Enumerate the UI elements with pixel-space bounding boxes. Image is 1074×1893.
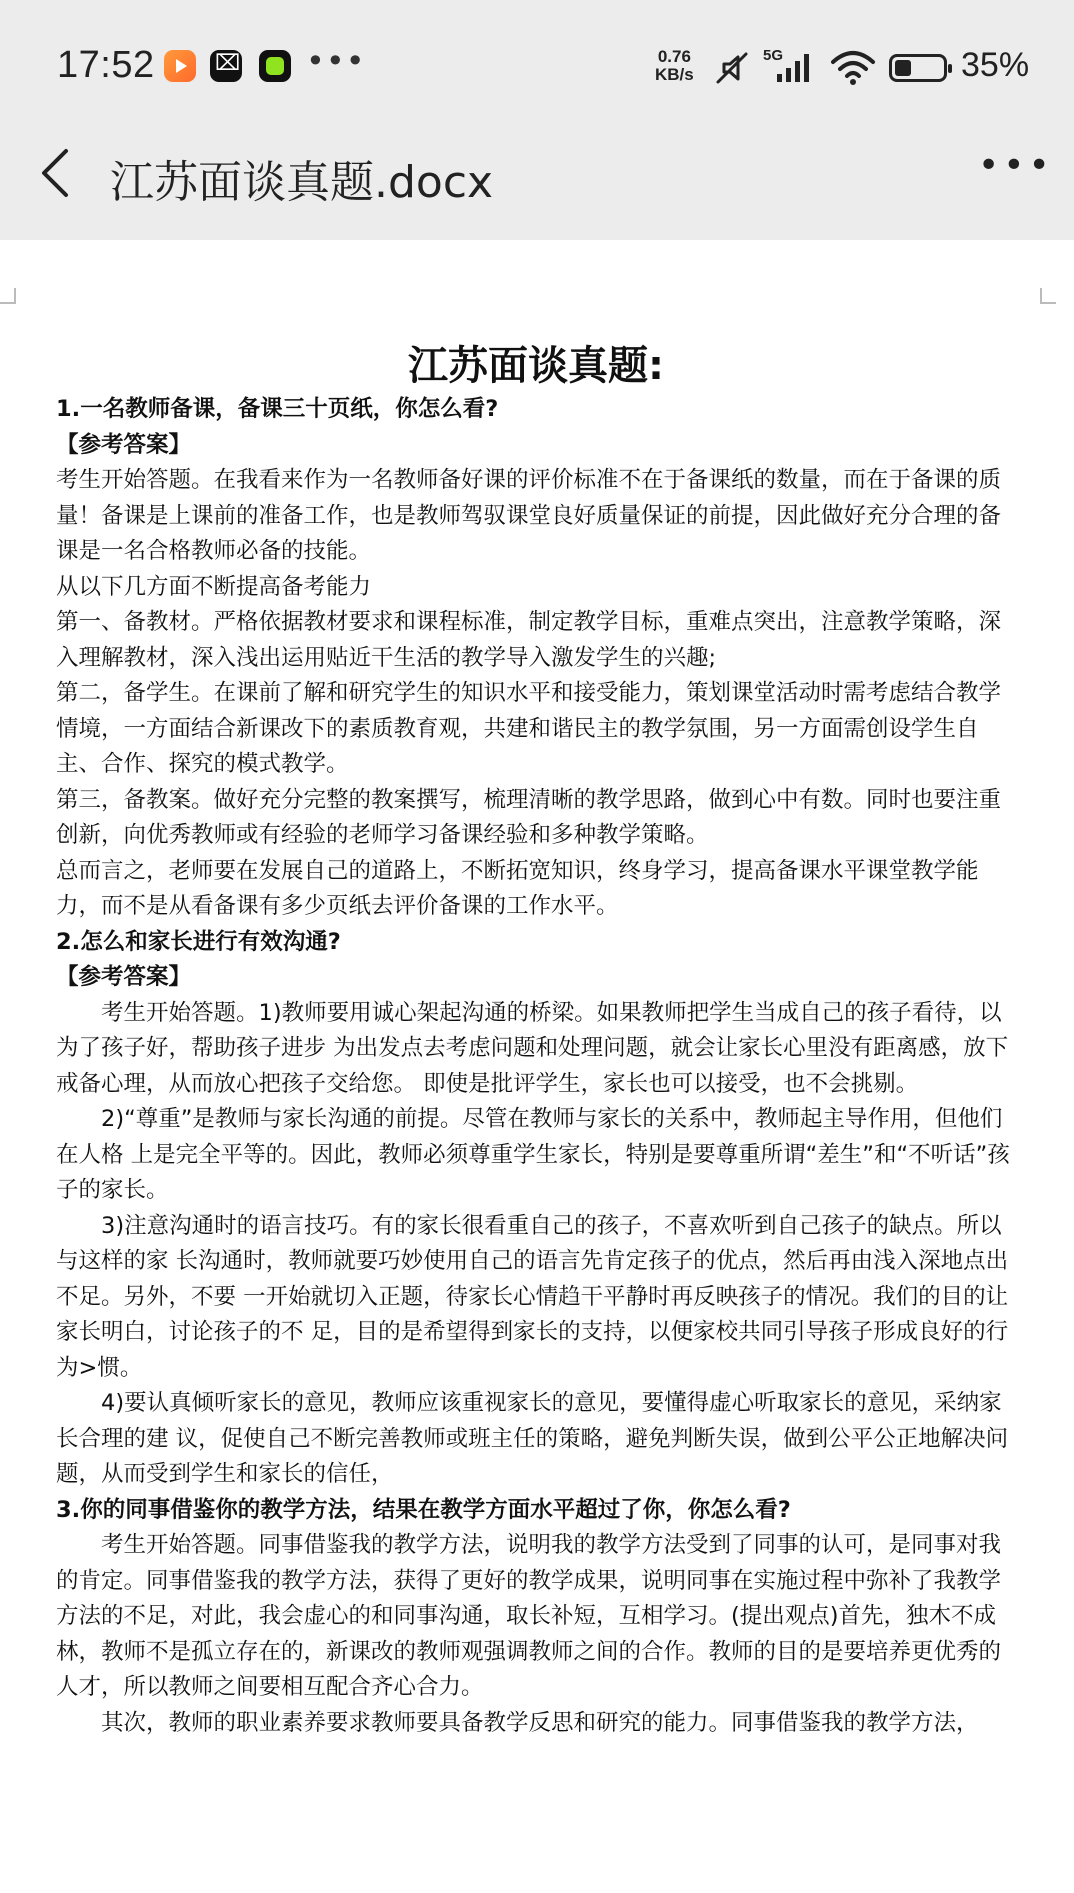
green-app-icon — [259, 50, 291, 82]
net-speed-value: 0.76 — [657, 47, 691, 66]
net-speed — [655, 48, 694, 84]
question-2: 2.怎么和家长进行有效沟通? — [56, 928, 341, 955]
document-body — [56, 340, 1016, 1741]
paragraph: 第一、备教材。严格依据教材要求和课程标准，制定教学目标，重难点突出，注意教学策略，深入理解教材，深入浅出运用贴近干生活的教学导入激发学生的兴趣; — [56, 609, 1002, 671]
question-3: 3.你的同事借鉴你的教学方法，结果在教学方面水平超过了你，你怎么看? — [56, 1496, 791, 1523]
more-notifications-icon: ••• — [306, 42, 366, 80]
paragraph: 从以下几方面不断提高备考能力 — [56, 573, 372, 600]
question-1: 1.一名教师备课，备课三十页纸，你怎么看? — [56, 396, 499, 422]
back-button[interactable] — [36, 145, 76, 201]
page-corner-mark-left — [0, 288, 16, 304]
paragraph: 考生开始答题。在我看来作为一名教师备好课的评价标准不在于备课纸的数量，而在于备课的质量！备课是上课前的准备工作，也是教师驾驭课堂良好质量保证的前提，因此做好充分合理的备课是一名合格教师必备的技能。 — [56, 467, 1002, 564]
video-app-icon — [164, 50, 196, 82]
document-page[interactable] — [0, 240, 1074, 1893]
app-header — [0, 135, 1074, 215]
paragraph: 其次，教师的职业素养要求教师要具备教学反思和研究的能力。同事借鉴我的教学方法， — [101, 1709, 979, 1736]
paragraph: 第二，备学生。在课前了解和研究学生的知识水平和接受能力，策划课堂活动时需考虑结合教学情境，一方面结合新课改下的素质教育观，共建和谐民主的教学氛围，另一方面需创设学生自主、合作、探究的模式教学。 — [56, 680, 1002, 777]
status-time: 17:52 — [57, 44, 155, 86]
document-title: 江苏面谈真题.docx — [110, 157, 494, 208]
paragraph: 2)“尊重”是教师与家长沟通的前提。尽管在教师与家长的关系中，教师起主导作用，但他们在人格 上是完全平等的。因此，教师必须尊重学生家长，特别是要尊重所谓“差生”和“不听话”孩子的家长。 — [56, 1106, 1010, 1203]
paragraph: 第三，备教案。做好充分完整的教案撰写，梳理清晰的教学思路，做到心中有数。同时也要注重创新，向优秀教师或有经验的老师学习备课经验和多种教学策略。 — [56, 786, 1002, 848]
paragraph: 考生开始答题。同事借鉴我的教学方法，说明我的教学方法受到了同事的认可，是同事对我的肯定。同事借鉴我的教学方法，获得了更好的教学成果，说明同事在实施过程中弥补了我教学方法的不足，对此，我会虚心的和同事沟通，取长补短，互相学习。(提出观点)首先，独木不成林，教师不是孤立存在的，新课改的教师观强调教师之间的合作。教师的目的是要培养更优秀的人才，所以教师之间要相互配合齐心合力。 — [56, 1532, 1002, 1700]
document-heading: 江苏面谈真题: — [408, 343, 664, 389]
more-options-button[interactable]: ••• — [978, 145, 1054, 186]
battery-percent: 35% — [961, 46, 1030, 84]
paragraph: 总而言之，老师要在发展自己的道路上，不断拓宽知识，终身学习，提高备课水平课堂教学能力，而不是从看备课有多少页纸去评价备课的工作水平。 — [56, 857, 979, 919]
page-corner-mark-right — [1040, 288, 1056, 304]
paragraph: 4)要认真倾听家长的意见，教师应该重视家长的意见，要懂得虚心听取家长的意见，采纳家长合理的建 议，促使自己不断完善教师或班主任的策略，避免判断失误，做到公平公正地解决问题，从而受到学生和家长的信任， — [56, 1390, 1009, 1487]
net-speed-unit: KB/s — [655, 65, 694, 84]
capcut-app-icon — [210, 50, 242, 82]
reference-answer-label: 【参考答案】 — [56, 964, 192, 990]
battery-level — [895, 60, 911, 76]
status-bar — [0, 38, 1074, 98]
paragraph: 3)注意沟通时的语言技巧。有的家长很看重自己的孩子，不喜欢听到自己孩子的缺点。所以与这样的家 长沟通时，教师就要巧妙使用自己的语言先肯定孩子的优点，然后再由浅入深地点出不足。另外，不要 一开始就切入正题，待家长心情趋干平静时再反映孩子的情况。我们的目的让家长明白，讨论孩子的不 足，目的是希望得到家长的支持，以便家校共同引导孩子形成良好的行为>惯。 — [56, 1212, 1009, 1381]
battery-icon — [889, 54, 947, 82]
paragraph: 考生开始答题。1)教师要用诚心架起沟通的桥梁。如果教师把学生当成自己的孩子看待，以为了孩子好，帮助孩子进步 为出发点去考虑问题和处理问题，就会让家长心里没有距离感，放下戒备心理，从而放心把孩子交给您。 即使是批评学生，家长也可以接受，也不会挑剔。 — [56, 999, 1009, 1097]
top-bar — [0, 0, 1074, 240]
signal-label: 5G — [763, 47, 784, 64]
cellular-signal-icon — [763, 46, 823, 86]
reference-answer-label: 【参考答案】 — [56, 431, 192, 458]
wifi-icon — [830, 50, 876, 86]
mute-icon — [712, 48, 752, 88]
